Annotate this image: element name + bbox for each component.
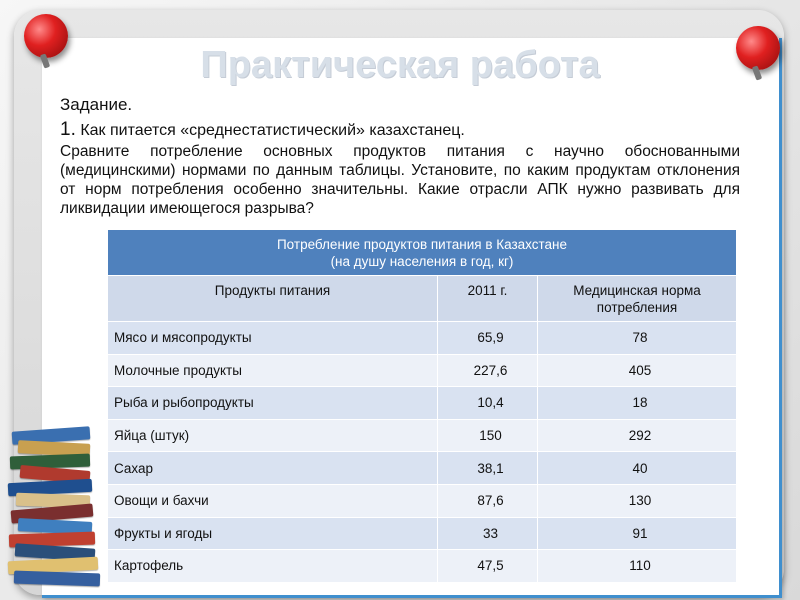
table-row — [108, 354, 737, 387]
table-row — [108, 484, 737, 517]
product-cell: Фрукты и ягоды — [108, 517, 438, 550]
task-question — [60, 119, 465, 141]
value-2011-cell: 227,6 — [438, 354, 538, 387]
consumption-table — [107, 229, 737, 583]
table-row — [108, 550, 737, 583]
norm-cell: 78 — [538, 322, 737, 355]
question-number: 1. — [60, 119, 76, 140]
norm-cell: 292 — [538, 419, 737, 452]
books-stack-icon — [8, 425, 108, 595]
table-row — [108, 452, 737, 485]
table-row — [108, 419, 737, 452]
value-2011-cell: 87,6 — [438, 484, 538, 517]
value-2011-cell: 150 — [438, 419, 538, 452]
question-text: Как питается «среднестатистический» казахстанец. — [80, 122, 465, 139]
product-cell: Картофель — [108, 550, 438, 583]
norm-cell: 130 — [538, 484, 737, 517]
norm-cell: 110 — [538, 550, 737, 583]
table-row — [108, 517, 737, 550]
column-header-product: Продукты питания — [108, 276, 438, 322]
norm-cell: 40 — [538, 452, 737, 485]
table-row — [108, 322, 737, 355]
product-cell: Яйца (штук) — [108, 419, 438, 452]
table-header-row — [108, 276, 737, 322]
table-title-line1: Потребление продуктов питания в Казахстане — [276, 236, 568, 252]
value-2011-cell: 47,5 — [438, 550, 538, 583]
product-cell: Молочные продукты — [108, 354, 438, 387]
product-cell: Сахар — [108, 452, 438, 485]
slide-title: Практическая работа — [200, 44, 600, 86]
value-2011-cell: 38,1 — [438, 452, 538, 485]
value-2011-cell: 10,4 — [438, 387, 538, 420]
norm-cell: 18 — [538, 387, 737, 420]
norm-cell: 405 — [538, 354, 737, 387]
table-title-line2: (на душу населения в год, кг) — [330, 253, 514, 269]
product-cell: Рыба и рыбопродукты — [108, 387, 438, 420]
table-row — [108, 387, 737, 420]
task-heading: Задание. — [60, 95, 133, 114]
column-header-norm: Медицинская норма потребления — [538, 276, 737, 322]
task-body-text: Сравните потребление основных продуктов питания с научно обоснованными (медицинскими) нормами по данным таблицы. Установите, по каким продуктам отклонения от норм потребления особенно значительны. Какие отрасли АПК нужно развивать для ликвидации имеющегося разрыва? — [60, 143, 740, 217]
norm-cell: 91 — [538, 517, 737, 550]
product-cell: Овощи и бахчи — [108, 484, 438, 517]
column-header-2011: 2011 г. — [438, 276, 538, 322]
value-2011-cell: 65,9 — [438, 322, 538, 355]
product-cell: Мясо и мясопродукты — [108, 322, 438, 355]
table-title-row — [108, 230, 737, 276]
table-title — [108, 230, 737, 276]
value-2011-cell: 33 — [438, 517, 538, 550]
